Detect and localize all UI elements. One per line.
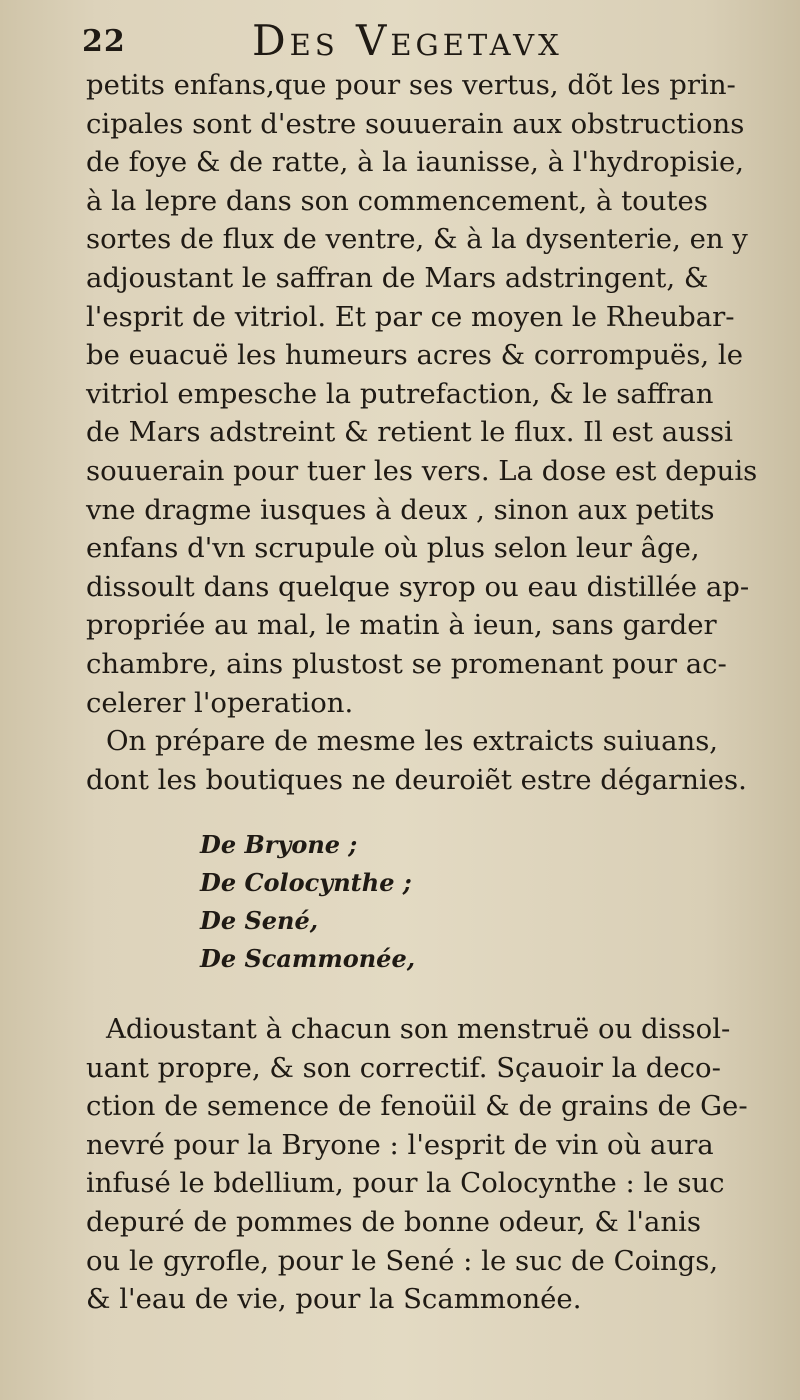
- text-line: chambre, ains plustost se promenant pour ac-: [86, 647, 727, 680]
- page-header: [82, 14, 722, 66]
- text-line: infusé le bdellium, pour la Colocynthe : le suc: [86, 1167, 725, 1200]
- text-line: Adioustant à chacun son menstruë ou dissol-: [106, 1013, 731, 1045]
- text-line: vne dragme iusques à deux , sinon aux petits: [86, 493, 715, 526]
- text-line: sortes de flux de ventre, & à la dysenterie, en y: [86, 223, 748, 256]
- text-line: adjoustant le saffran de Mars adstringent, &: [86, 261, 709, 294]
- text-line: vitriol empesche la putrefaction, & le saffran: [86, 377, 714, 410]
- page-number: 22: [82, 24, 126, 59]
- text-line: ction de semence de fenoüil & de grains de Ge-: [86, 1090, 748, 1123]
- text-line: be euacuë les humeurs acres & corrompuës, le: [86, 339, 743, 372]
- list-item: De Colocynthe ;: [200, 868, 412, 897]
- list-item: De Bryone ;: [200, 830, 358, 859]
- text-line: On prépare de mesme les extraicts suiuans,: [106, 725, 719, 758]
- text-line: de Mars adstreint & retient le flux. Il est aussi: [86, 416, 733, 449]
- text-line: petits enfans,que pour ses vertus, dõt les prin-: [86, 69, 736, 101]
- list-item: De Scammonée,: [200, 944, 416, 973]
- text-line: nevré pour la Bryone : l'esprit de vin où aura: [86, 1128, 714, 1161]
- body-text: [86, 66, 772, 799]
- body-text-closing: [86, 1010, 772, 1319]
- text-line: propriée au mal, le matin à ieun, sans garder: [86, 609, 717, 642]
- text-line: & l'eau de vie, pour la Scammonée.: [86, 1283, 582, 1316]
- text-line: enfans d'vn scrupule où plus selon leur âge,: [86, 532, 700, 565]
- text-line: de foye & de ratte, à la iaunisse, à l'hydropisie,: [86, 146, 744, 179]
- text-line: l'esprit de vitriol. Et par ce moyen le Rheubar-: [86, 300, 735, 333]
- extract-list: [200, 826, 415, 978]
- text-line: depuré de pommes de bonne odeur, & l'anis: [86, 1205, 701, 1238]
- text-line: dont les boutiques ne deuroiẽt estre dégarnies.: [86, 763, 747, 796]
- text-line: souuerain pour tuer les vers. La dose est depuis: [86, 454, 758, 487]
- text-line: cipales sont d'estre souuerain aux obstructions: [86, 107, 745, 140]
- text-line: ou le gyrofle, pour le Sené : le suc de Coings,: [86, 1244, 719, 1277]
- running-title: Des Vegetavx: [252, 16, 563, 65]
- text-line: celerer l'operation.: [86, 686, 354, 719]
- text-line: dissoult dans quelque syrop ou eau distillée ap-: [86, 570, 750, 603]
- text-line: uant propre, & son correctif. Sçauoir la deco-: [86, 1051, 721, 1084]
- text-line: à la lepre dans son commencement, à toutes: [86, 184, 708, 217]
- list-item: De Sené,: [200, 906, 319, 935]
